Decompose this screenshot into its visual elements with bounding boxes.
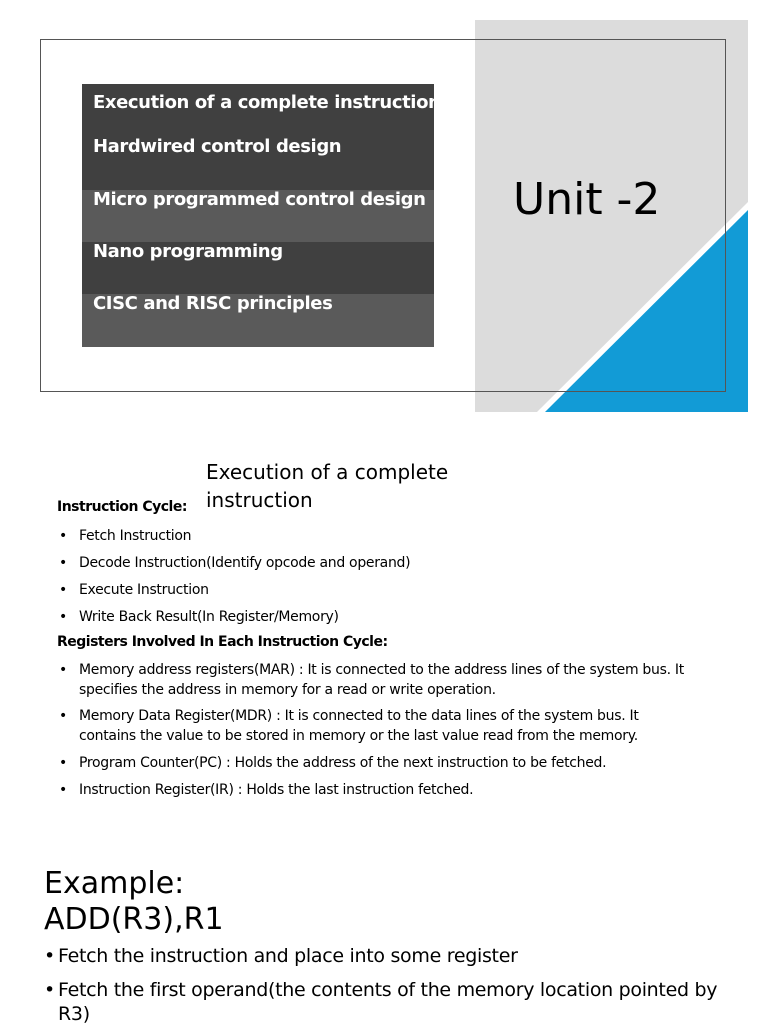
- bullet-icon: •: [59, 528, 67, 544]
- topic-item: Micro programmed control design: [93, 189, 426, 210]
- topic-item: CISC and RISC principles: [93, 293, 333, 314]
- list-item: • Memory Data Register(MDR) : It is connected to the data lines of the system bus. It contains the value to be stored in memory or the last value read from the memory.: [59, 708, 639, 744]
- bullet-icon: •: [59, 555, 67, 571]
- slide-title: Execution of a complete instruction: [206, 460, 449, 512]
- topic-item: Nano programming: [93, 241, 283, 262]
- unit-title: Unit -2: [513, 174, 661, 225]
- bullet-icon: •: [59, 609, 67, 625]
- topic-row-cisc: [82, 294, 434, 347]
- list-item: • Instruction Register(IR) : Holds the last instruction fetched.: [59, 782, 474, 798]
- bullet-icon: •: [59, 582, 67, 598]
- list-item: • Memory address registers(MAR) : It is connected to the address lines of the system bus. It specifies the address in memory for a read or write operation.: [59, 662, 684, 698]
- bullet-icon: •: [59, 782, 67, 798]
- bullet-icon: •: [44, 979, 55, 1001]
- list-item: • Write Back Result(In Register/Memory): [59, 609, 339, 625]
- bullet-icon: •: [59, 662, 67, 678]
- slide-unit-2: [0, 0, 768, 420]
- topic-row-micro: [82, 190, 434, 242]
- topic-row-nano: [82, 242, 434, 294]
- list-item: • Fetch the instruction and place into some register: [44, 945, 518, 967]
- instruction-cycle-heading: Instruction Cycle:: [57, 499, 187, 515]
- list-item: • Fetch the first operand(the contents of the memory location pointed by R3): [44, 979, 718, 1025]
- topic-row-execution: [82, 84, 441, 190]
- list-item: • Decode Instruction(Identify opcode and operand): [59, 555, 411, 571]
- bullet-icon: •: [44, 945, 55, 967]
- bullet-icon: •: [59, 708, 67, 724]
- registers-heading: Registers Involved In Each Instruction Cycle:: [57, 634, 388, 650]
- topics-list: [82, 84, 441, 347]
- example-title: Example: ADD(R3),R1: [44, 866, 224, 937]
- topic-item: Execution of a complete instruction: [93, 92, 441, 113]
- topic-item: Hardwired control design: [93, 136, 342, 157]
- list-item: • Fetch Instruction: [59, 528, 192, 544]
- list-item: • Execute Instruction: [59, 582, 209, 598]
- list-item: • Program Counter(PC) : Holds the address of the next instruction to be fetched.: [59, 755, 607, 771]
- bullet-icon: •: [59, 755, 67, 771]
